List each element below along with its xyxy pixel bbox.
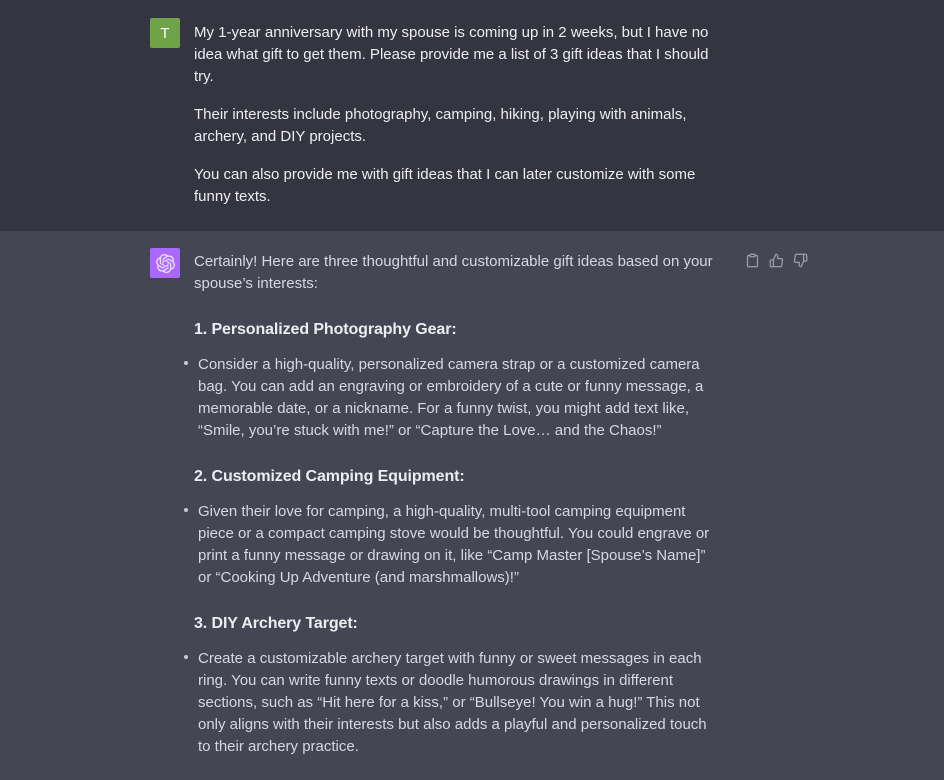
user-paragraph: Their interests include photography, camping, hiking, playing with animals, archery, and DIY projects. — [194, 106, 687, 145]
copy-icon[interactable] — [745, 253, 760, 268]
assistant-intro: Certainly! Here are three thoughtful and customizable gift ideas based on your spouse’s interests: — [194, 253, 713, 292]
thumbs-down-icon[interactable] — [793, 253, 808, 268]
assistant-message-content — [194, 248, 721, 758]
gift-idea-bullet: Consider a high-quality, personalized camera strap or a customized camera bag. You can add an engraving or embroidery of a cute or funny message, a memorable date, or a nickname. For a funny twist, you might add text like, “Smile, you’re stuck with me!” or “Capture the Love… and the Chaos!” — [198, 354, 721, 442]
user-paragraph: You can also provide me with gift ideas that I can later customize with some funny texts. — [194, 166, 696, 205]
gift-idea-list — [194, 501, 721, 589]
user-avatar — [150, 18, 180, 48]
assistant-message-section — [0, 230, 944, 780]
assistant-avatar — [150, 248, 180, 278]
gift-idea-list — [194, 648, 721, 758]
gift-idea-list — [194, 354, 721, 442]
message-actions — [745, 248, 808, 268]
thumbs-up-icon[interactable] — [769, 253, 784, 268]
gift-idea-heading: 2. Customized Camping Equipment: — [194, 468, 465, 485]
gift-idea-bullet: Create a customizable archery target with funny or sweet messages in each ring. You can write funny texts or doodle humorous drawings in different sections, such as “Hit here for a kiss,” or “Bullseye! You win a hug!” This not only aligns with their interests but also adds a playful and personalized touch to their archery practice. — [198, 648, 721, 758]
user-paragraph: My 1-year anniversary with my spouse is coming up in 2 weeks, but I have no idea what gift to get them. Please provide me a list of 3 gift ideas that I should try. — [194, 24, 709, 85]
assistant-message-row — [150, 231, 794, 780]
user-message-row — [150, 0, 794, 230]
user-message-content — [194, 18, 721, 208]
openai-logo-icon — [156, 254, 175, 273]
user-message-section — [0, 0, 944, 230]
user-avatar-letter: T — [160, 24, 170, 42]
gift-idea-bullet: Given their love for camping, a high-quality, multi-tool camping equipment piece or a compact camping stove would be thoughtful. You could engrave or print a funny message or drawing on it, like “Camp Master [Spouse’s Name]” or “Cooking Up Adventure (and marshmallows)!” — [198, 501, 721, 589]
gift-idea-heading: 1. Personalized Photography Gear: — [194, 321, 457, 338]
gift-idea-heading: 3. DIY Archery Target: — [194, 615, 358, 632]
